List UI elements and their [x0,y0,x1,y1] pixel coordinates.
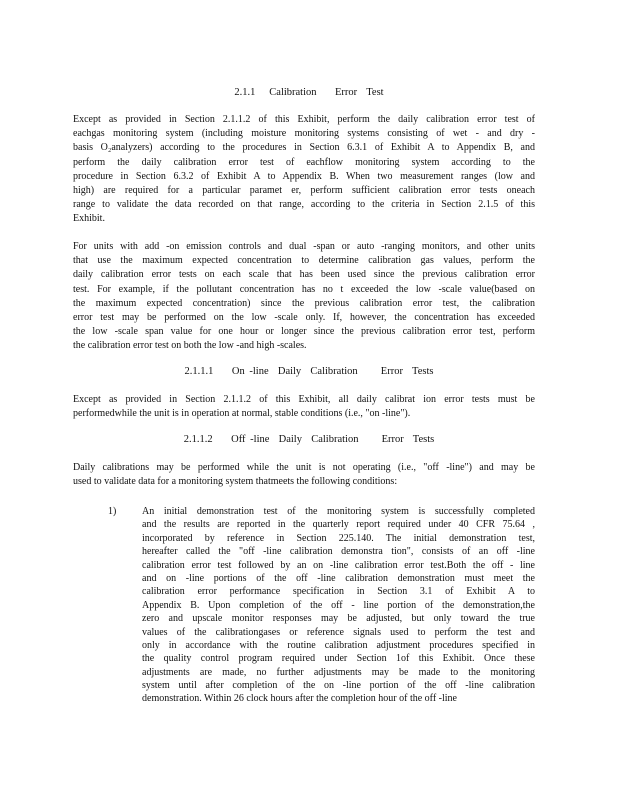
list-item-condition-1 [142,505,535,706]
text-line: Daily calibrations may be performed while the unit is not operating (i.e., "off -line") and may be [73,462,535,473]
text-line: used to validate data for a monitoring system thatmeets the following conditions: [73,476,398,488]
text-line: zero and upscale monitor responses may be adjusted, but only toward the true [142,613,535,625]
text-line: system until after completion of the on -line portion of the off -line calibration [142,680,535,692]
text-line: eachgas monitoring system (including moisture monitoring systems consisting of wet - and dry - [73,128,535,140]
list-item-number: 1) [108,506,117,517]
text-line: basis O₂analyzers) according to the procedures in Section 6.3.1 of Exhibit A to Appendix B, and [73,142,535,154]
text-line: adjustments are made, no further adjustments may be made to the monitoring [142,666,535,678]
section-heading-2-1-1: 2.1.1 Calibration Error Test [234,87,384,98]
text-line: demonstration. Within 26 clock hours after the completion hour of the off -line [142,693,457,705]
paragraph-on-line-tests [73,393,535,421]
section-heading-2-1-1-2: 2.1.1.2 Off -line Daily Calibration Error Tests [183,434,435,445]
text-line: that use the maximum expected concentration to determine calibration gas values, perform the [73,255,535,267]
text-line: Appendix B. Upon completion of the off - line portion of the demonstration,the [142,599,535,611]
text-line: For units with add -on emission controls and dual -span or auto -ranging monitors, and other units [73,241,535,252]
text-line: calibration error performance specification in Section 3.1 of Exhibit A to [142,586,535,598]
text-line: Except as provided in Section 2.1.1.2 of this Exhibit, perform the daily calibration error test of [73,114,535,125]
paragraph-add-on-controls [73,240,535,354]
text-line: the low -scale span value for one hour or longer since the previous calibration error test, perform [73,326,535,338]
text-line: daily calibration error tests on each scale that has been used since the previous calibration error [73,269,535,281]
text-line: calibration error test followed by an on -line calibration error test.Both the off - line [142,559,535,571]
text-line: hereafter called the "off -line calibration demonstra tion", consists of an off -line [142,546,535,558]
text-line: range to validate the data recorded on that range, according to the criteria in Section 2.1.5 of this [73,199,535,211]
text-line: values of the calibrationgases or reference signals used to perform the test and [142,626,535,638]
text-line: only in accordance with the routine calibration adjustment procedures specified in [142,639,535,651]
text-line: and on -line portions of the off -line calibration demonstration must meet the [142,572,535,584]
text-line: error test may be performed on the low -scale only. If, however, the concentration has exceeded [73,311,535,323]
text-line: high) are required for a particular paramet er, perform sufficient calibration error tests oneach [73,184,535,196]
section-heading-2-1-1-1: 2.1.1.1 On -line Daily Calibration Error Tests [184,366,434,377]
paragraph-off-line-tests [73,461,535,489]
text-line: performedwhile the unit is in operation at normal, stable conditions (i.e., "on -line"). [73,408,411,420]
text-line: An initial demonstration test of the monitoring system is successfully completed [142,506,535,517]
text-line: procedure in Section 6.3.2 of Exhibit A to Appendix B. When two measurement ranges (low and [73,170,535,182]
text-line: perform the daily calibration error test of eachflow monitoring system according to the [73,156,535,168]
text-line: Exhibit. [73,213,105,225]
text-line: the maximum expected concentration) since the previous calibration error test, the calibration [73,297,535,309]
paragraph-calibration-error-test [73,113,535,227]
text-line: Except as provided in Section 2.1.1.2 of this Exhibit, all daily calibrat ion error tests must be [73,394,535,405]
text-line: and the results are reported in the quarterly report required under 40 CFR 75.64 , [142,519,535,531]
text-line: incorporated by reference in Section 225.140. The initial demonstration test, [142,532,535,544]
text-line: test. For example, if the pollutant concentration has no t exceeded the low -scale value(based on [73,283,535,295]
text-line: the calibration error test on both the low -and high -scales. [73,340,307,352]
text-line: the quality control program required under Section 1of this Exhibit. Once these [142,653,535,665]
